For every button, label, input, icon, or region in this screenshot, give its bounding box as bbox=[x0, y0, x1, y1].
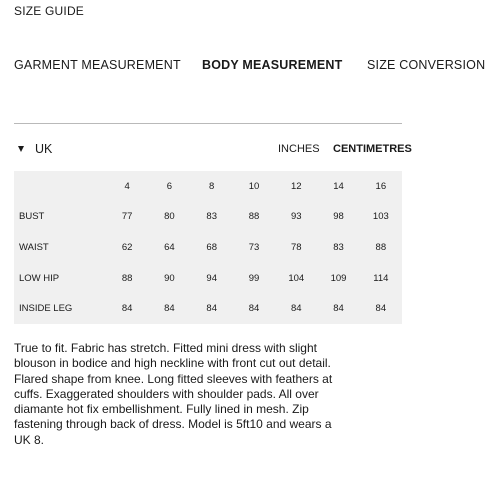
table-cell: 77 bbox=[121, 211, 133, 223]
table-cell: 94 bbox=[206, 272, 217, 284]
table-cell: 109 bbox=[330, 272, 347, 284]
size-header: 12 bbox=[290, 180, 302, 192]
table-cell: 98 bbox=[333, 211, 344, 223]
unit-inches-button[interactable]: INCHES bbox=[278, 143, 320, 155]
table-cell: 99 bbox=[248, 272, 260, 284]
table-cell: 83 bbox=[333, 241, 344, 253]
table-cell: 88 bbox=[121, 272, 133, 284]
table-cell: 83 bbox=[206, 211, 217, 223]
page-title: SIZE GUIDE bbox=[14, 4, 85, 18]
row-label: BUST bbox=[19, 211, 45, 223]
table-cell: 103 bbox=[372, 211, 389, 223]
table-cell: 93 bbox=[290, 211, 302, 223]
tab-size-conversion[interactable]: SIZE CONVERSION bbox=[367, 58, 485, 72]
table-row bbox=[14, 263, 402, 294]
row-label: WAIST bbox=[19, 241, 49, 253]
table-row bbox=[14, 232, 402, 263]
table-cell: 84 bbox=[121, 303, 133, 315]
tab-garment-measurement[interactable]: GARMENT MEASUREMENT bbox=[14, 58, 181, 72]
table-cell: 62 bbox=[121, 241, 133, 253]
size-header: 16 bbox=[375, 180, 387, 192]
measurement-tabs bbox=[14, 58, 485, 74]
size-header: 14 bbox=[333, 180, 344, 192]
size-header: 10 bbox=[248, 180, 260, 192]
table-cell: 80 bbox=[164, 211, 175, 223]
table-cell: 68 bbox=[206, 241, 217, 253]
caret-down-icon bbox=[18, 146, 24, 152]
header-empty-cell bbox=[14, 171, 106, 202]
table-cell: 114 bbox=[373, 272, 389, 284]
size-header: 4 bbox=[124, 180, 130, 192]
row-label: INSIDE LEG bbox=[19, 303, 73, 315]
table-header-row bbox=[14, 171, 402, 202]
table-row bbox=[14, 202, 402, 233]
region-select[interactable] bbox=[18, 142, 52, 156]
table-cell: 84 bbox=[333, 303, 344, 315]
product-description: True to fit. Fabric has stretch. Fitted mini dress with slight blouson in bodice and high neckline with front cut out detail. Flared shape from knee. Long fitted sleeves with feathers at cuffs. Exaggerated shoulders with shoulder pads. All over diamante hot fix embellishment. Fully lined in mesh. Zip fastening through back of dress. Model is 5ft10 and wears a UK 8. bbox=[14, 341, 333, 447]
table-cell: 84 bbox=[206, 303, 217, 315]
table-cell: 78 bbox=[290, 241, 302, 253]
table-cell: 88 bbox=[248, 211, 260, 223]
table-cell: 84 bbox=[290, 303, 302, 315]
table-cell: 73 bbox=[248, 241, 260, 253]
table-cell: 90 bbox=[164, 272, 175, 284]
table-cell: 104 bbox=[288, 272, 305, 284]
table-cell: 64 bbox=[164, 241, 175, 253]
table-cell: 84 bbox=[375, 303, 387, 315]
size-table bbox=[14, 171, 402, 324]
row-label: LOW HIP bbox=[19, 272, 60, 284]
tab-body-measurement[interactable]: BODY MEASUREMENT bbox=[202, 58, 343, 72]
size-header: 8 bbox=[209, 180, 215, 192]
size-header: 6 bbox=[166, 180, 173, 192]
divider bbox=[14, 123, 402, 124]
table-cell: 84 bbox=[164, 303, 175, 315]
table-cell: 88 bbox=[375, 241, 387, 253]
unit-centimetres-button[interactable]: CENTIMETRES bbox=[333, 143, 412, 155]
table-cell: 84 bbox=[248, 303, 260, 315]
table-row bbox=[14, 293, 402, 324]
region-label: UK bbox=[35, 142, 53, 156]
